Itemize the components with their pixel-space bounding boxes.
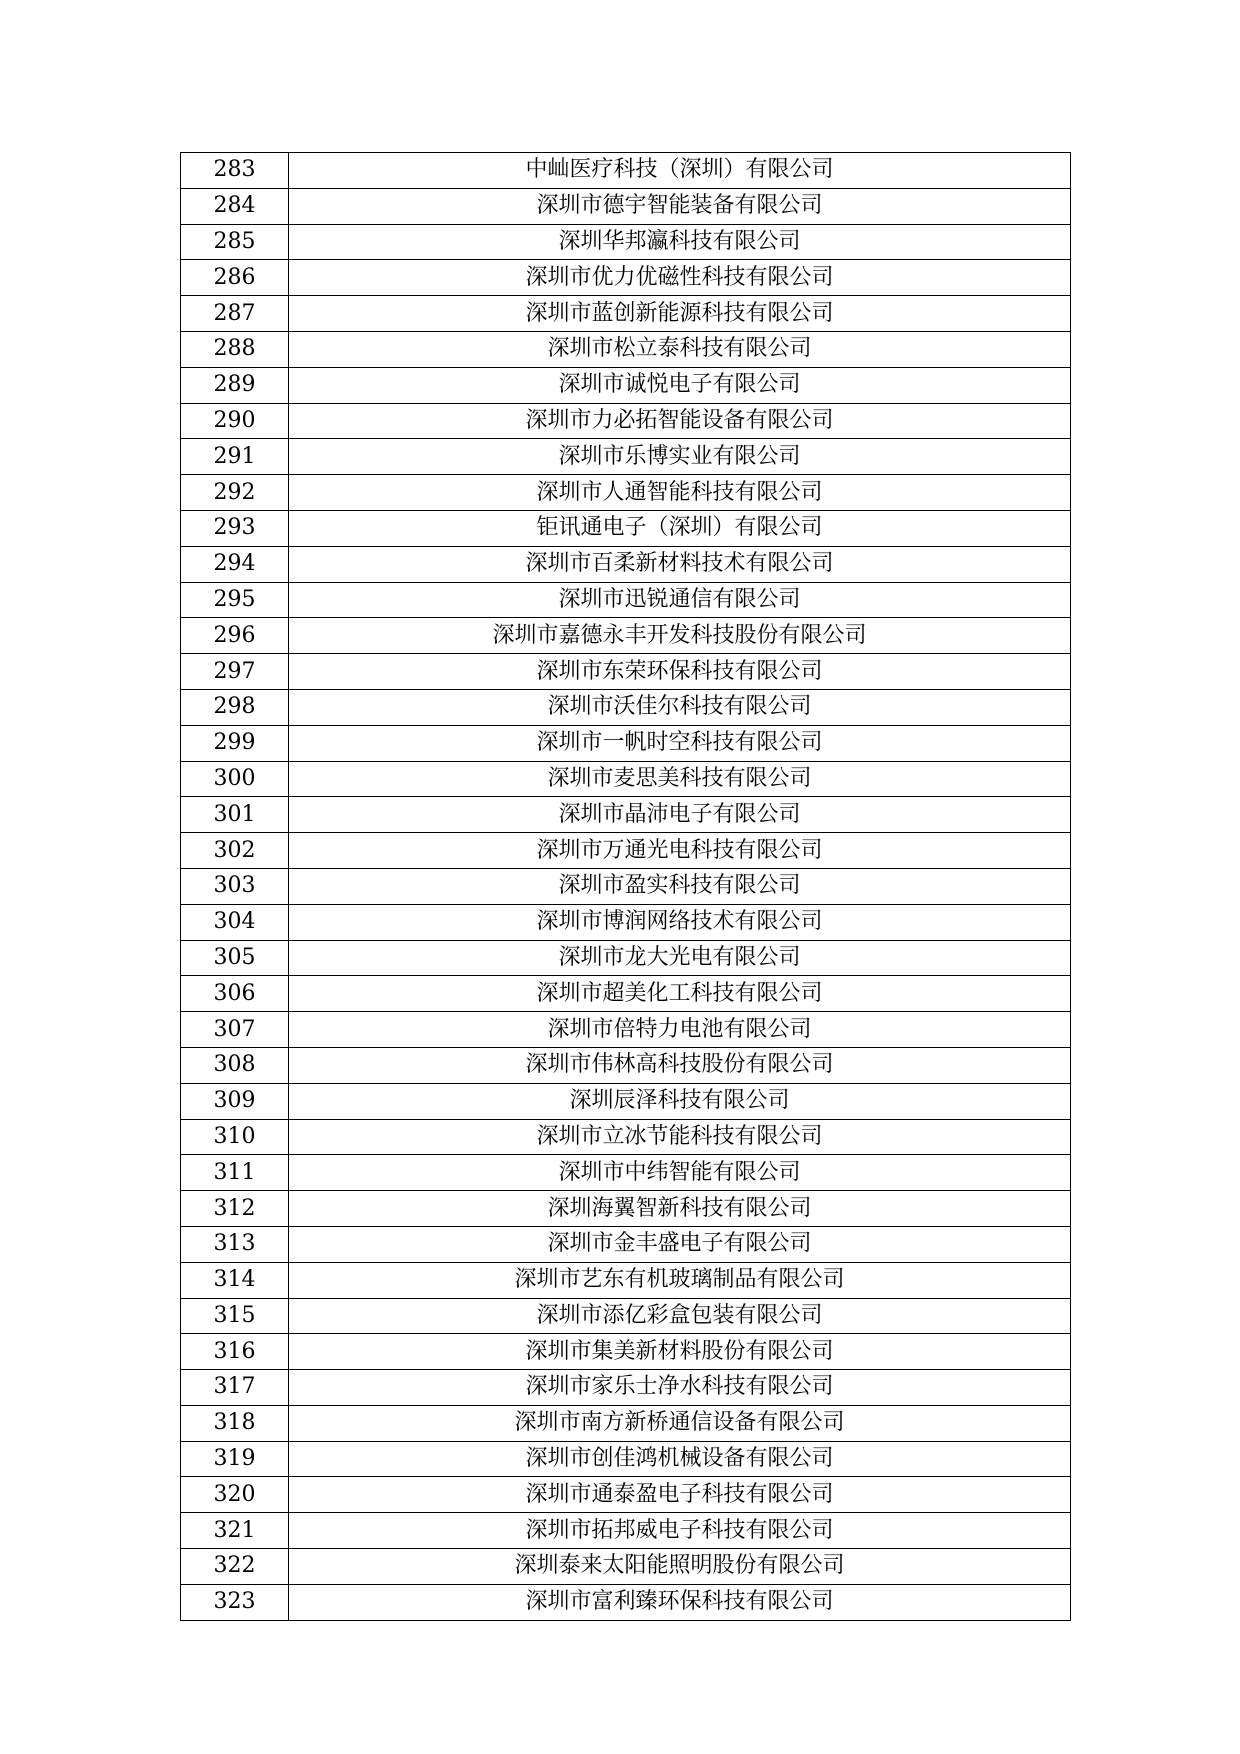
company-name-cell: 深圳市乐博实业有限公司 bbox=[289, 439, 1071, 475]
row-number-cell: 283 bbox=[181, 153, 289, 189]
table-row bbox=[181, 1083, 1071, 1119]
table-row bbox=[181, 904, 1071, 940]
company-name-cell: 深圳市艺东有机玻璃制品有限公司 bbox=[289, 1262, 1071, 1298]
row-number-cell: 323 bbox=[181, 1584, 289, 1620]
row-number-cell: 298 bbox=[181, 689, 289, 725]
company-name-cell: 深圳市沃佳尔科技有限公司 bbox=[289, 689, 1071, 725]
table-row bbox=[181, 510, 1071, 546]
table-row bbox=[181, 546, 1071, 582]
table-row bbox=[181, 797, 1071, 833]
row-number-cell: 313 bbox=[181, 1226, 289, 1262]
row-number-cell: 310 bbox=[181, 1119, 289, 1155]
table-row bbox=[181, 1441, 1071, 1477]
row-number-cell: 287 bbox=[181, 296, 289, 332]
table-row bbox=[181, 224, 1071, 260]
company-name-cell: 中屾医疗科技（深圳）有限公司 bbox=[289, 153, 1071, 189]
table-row bbox=[181, 331, 1071, 367]
table-row bbox=[181, 976, 1071, 1012]
company-name-cell: 深圳市蓝创新能源科技有限公司 bbox=[289, 296, 1071, 332]
company-name-cell: 深圳市迅锐通信有限公司 bbox=[289, 582, 1071, 618]
row-number-cell: 299 bbox=[181, 725, 289, 761]
row-number-cell: 321 bbox=[181, 1513, 289, 1549]
company-name-cell: 深圳市家乐士净水科技有限公司 bbox=[289, 1370, 1071, 1406]
row-number-cell: 302 bbox=[181, 833, 289, 869]
company-list-table bbox=[180, 152, 1071, 1621]
table-row bbox=[181, 1262, 1071, 1298]
company-name-cell: 深圳市人通智能科技有限公司 bbox=[289, 475, 1071, 511]
row-number-cell: 316 bbox=[181, 1334, 289, 1370]
row-number-cell: 311 bbox=[181, 1155, 289, 1191]
table-row bbox=[181, 833, 1071, 869]
table-row bbox=[181, 1012, 1071, 1048]
company-name-cell: 深圳市添亿彩盒包装有限公司 bbox=[289, 1298, 1071, 1334]
row-number-cell: 297 bbox=[181, 654, 289, 690]
table-row bbox=[181, 1226, 1071, 1262]
table-row bbox=[181, 761, 1071, 797]
company-name-cell: 深圳市立冰节能科技有限公司 bbox=[289, 1119, 1071, 1155]
table-row bbox=[181, 1513, 1071, 1549]
company-name-cell: 深圳市一帆时空科技有限公司 bbox=[289, 725, 1071, 761]
company-name-cell: 深圳市通泰盈电子科技有限公司 bbox=[289, 1477, 1071, 1513]
row-number-cell: 315 bbox=[181, 1298, 289, 1334]
company-name-cell: 深圳市德宇智能装备有限公司 bbox=[289, 188, 1071, 224]
row-number-cell: 289 bbox=[181, 367, 289, 403]
row-number-cell: 304 bbox=[181, 904, 289, 940]
row-number-cell: 301 bbox=[181, 797, 289, 833]
row-number-cell: 290 bbox=[181, 403, 289, 439]
company-name-cell: 深圳市倍特力电池有限公司 bbox=[289, 1012, 1071, 1048]
table-row bbox=[181, 654, 1071, 690]
row-number-cell: 317 bbox=[181, 1370, 289, 1406]
row-number-cell: 305 bbox=[181, 940, 289, 976]
table-row bbox=[181, 1405, 1071, 1441]
table-row bbox=[181, 1584, 1071, 1620]
company-name-cell: 深圳市博润网络技术有限公司 bbox=[289, 904, 1071, 940]
table-row bbox=[181, 1191, 1071, 1227]
company-name-cell: 深圳市超美化工科技有限公司 bbox=[289, 976, 1071, 1012]
table-row bbox=[181, 1155, 1071, 1191]
table-row bbox=[181, 1119, 1071, 1155]
table-row bbox=[181, 296, 1071, 332]
table-row bbox=[181, 1298, 1071, 1334]
company-name-cell: 深圳华邦瀛科技有限公司 bbox=[289, 224, 1071, 260]
company-name-cell: 深圳市东荣环保科技有限公司 bbox=[289, 654, 1071, 690]
company-name-cell: 深圳市麦思美科技有限公司 bbox=[289, 761, 1071, 797]
table-row bbox=[181, 1477, 1071, 1513]
table-row bbox=[181, 403, 1071, 439]
table-row bbox=[181, 582, 1071, 618]
table-row bbox=[181, 1370, 1071, 1406]
company-name-cell: 深圳市富利臻环保科技有限公司 bbox=[289, 1584, 1071, 1620]
company-name-cell: 深圳辰泽科技有限公司 bbox=[289, 1083, 1071, 1119]
row-number-cell: 288 bbox=[181, 331, 289, 367]
company-name-cell: 深圳市龙大光电有限公司 bbox=[289, 940, 1071, 976]
row-number-cell: 322 bbox=[181, 1549, 289, 1585]
row-number-cell: 284 bbox=[181, 188, 289, 224]
company-name-cell: 深圳市诚悦电子有限公司 bbox=[289, 367, 1071, 403]
company-name-cell: 深圳市集美新材料股份有限公司 bbox=[289, 1334, 1071, 1370]
row-number-cell: 300 bbox=[181, 761, 289, 797]
row-number-cell: 309 bbox=[181, 1083, 289, 1119]
company-name-cell: 深圳市晶沛电子有限公司 bbox=[289, 797, 1071, 833]
row-number-cell: 294 bbox=[181, 546, 289, 582]
company-name-cell: 深圳市盈实科技有限公司 bbox=[289, 868, 1071, 904]
row-number-cell: 291 bbox=[181, 439, 289, 475]
row-number-cell: 319 bbox=[181, 1441, 289, 1477]
table-row bbox=[181, 1047, 1071, 1083]
company-name-cell: 深圳市优力优磁性科技有限公司 bbox=[289, 260, 1071, 296]
row-number-cell: 306 bbox=[181, 976, 289, 1012]
company-name-cell: 深圳市中纬智能有限公司 bbox=[289, 1155, 1071, 1191]
table-row bbox=[181, 439, 1071, 475]
table-row bbox=[181, 940, 1071, 976]
company-name-cell: 深圳市金丰盛电子有限公司 bbox=[289, 1226, 1071, 1262]
company-name-cell: 钜讯通电子（深圳）有限公司 bbox=[289, 510, 1071, 546]
company-name-cell: 深圳海翼智新科技有限公司 bbox=[289, 1191, 1071, 1227]
row-number-cell: 320 bbox=[181, 1477, 289, 1513]
row-number-cell: 312 bbox=[181, 1191, 289, 1227]
table-row bbox=[181, 153, 1071, 189]
company-name-cell: 深圳市万通光电科技有限公司 bbox=[289, 833, 1071, 869]
company-name-cell: 深圳市嘉德永丰开发科技股份有限公司 bbox=[289, 618, 1071, 654]
table-row bbox=[181, 367, 1071, 403]
table-row bbox=[181, 188, 1071, 224]
table-row bbox=[181, 475, 1071, 511]
row-number-cell: 308 bbox=[181, 1047, 289, 1083]
table-row bbox=[181, 1334, 1071, 1370]
row-number-cell: 303 bbox=[181, 868, 289, 904]
company-name-cell: 深圳市南方新桥通信设备有限公司 bbox=[289, 1405, 1071, 1441]
row-number-cell: 286 bbox=[181, 260, 289, 296]
row-number-cell: 295 bbox=[181, 582, 289, 618]
row-number-cell: 314 bbox=[181, 1262, 289, 1298]
company-name-cell: 深圳市松立泰科技有限公司 bbox=[289, 331, 1071, 367]
row-number-cell: 307 bbox=[181, 1012, 289, 1048]
company-name-cell: 深圳泰来太阳能照明股份有限公司 bbox=[289, 1549, 1071, 1585]
table-row bbox=[181, 689, 1071, 725]
table-body bbox=[181, 153, 1071, 1621]
company-name-cell: 深圳市伟林高科技股份有限公司 bbox=[289, 1047, 1071, 1083]
table-row bbox=[181, 260, 1071, 296]
company-name-cell: 深圳市创佳鸿机械设备有限公司 bbox=[289, 1441, 1071, 1477]
row-number-cell: 292 bbox=[181, 475, 289, 511]
company-name-cell: 深圳市百柔新材料技术有限公司 bbox=[289, 546, 1071, 582]
row-number-cell: 318 bbox=[181, 1405, 289, 1441]
company-name-cell: 深圳市拓邦威电子科技有限公司 bbox=[289, 1513, 1071, 1549]
table-row bbox=[181, 618, 1071, 654]
row-number-cell: 293 bbox=[181, 510, 289, 546]
row-number-cell: 296 bbox=[181, 618, 289, 654]
table-row bbox=[181, 868, 1071, 904]
table-row bbox=[181, 725, 1071, 761]
row-number-cell: 285 bbox=[181, 224, 289, 260]
table-row bbox=[181, 1549, 1071, 1585]
company-name-cell: 深圳市力必拓智能设备有限公司 bbox=[289, 403, 1071, 439]
